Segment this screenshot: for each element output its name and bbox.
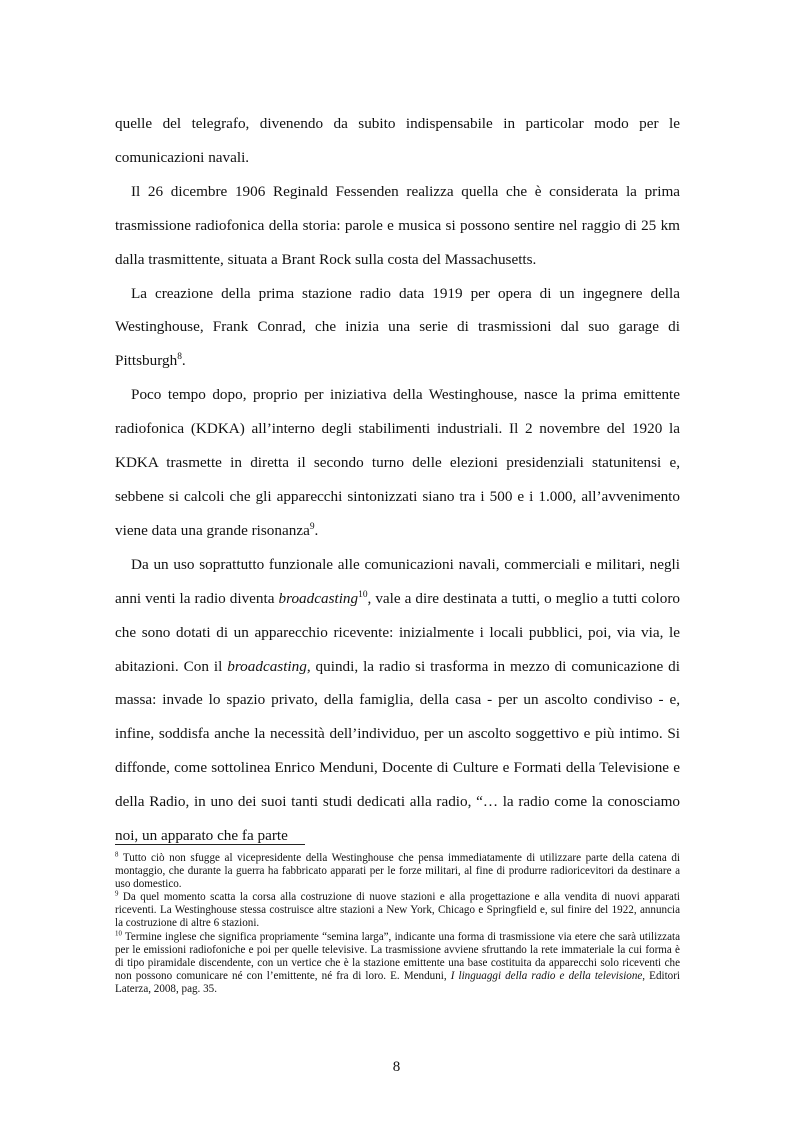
paragraph-4	[115, 378, 680, 548]
paragraph-1-text: quelle del telegrafo, divenendo da subito indispensabile in particolar modo per le comunicazioni navali.	[115, 115, 680, 166]
footnote-10	[115, 931, 680, 996]
footnote-text: Tutto ciò non sfugge al vicepresidente della Westinghouse che pensa immediatamente di utilizzare parte della catena di montaggio, che durante la guerra ha fabbricato apparati per le forze militari, al fine di produrre radioricevitori da destinare a uso domestico.	[115, 852, 680, 891]
paragraph-3-text: La creazione della prima stazione radio data 1919 per opera di un ingegnere della Westinghouse, Frank Conrad, che inizia una serie di trasmissioni dal suo garage di Pittsburgh	[115, 284, 680, 370]
term-broadcasting-2: broadcasting	[227, 657, 307, 675]
paragraph-4-text: Poco tempo dopo, proprio per iniziativa della Westinghouse, nasce la prima emittente radiofonica (KDKA) all’interno degli stabilimenti industriali. Il 2 novembre del 1920 la KDKA trasmette in diretta il secondo turno delle elezioni presidenziali statunitensi e, sebbene si calcoli che gli apparecchi sintonizzati siano tra i 500 e i 1.000, all’avvenimento viene data una grande risonanza	[115, 386, 680, 539]
footnotes	[115, 852, 680, 996]
footnote-text: Termine inglese che significa propriamente “semina larga”, indicante una forma di trasmissione via etere che sarà utilizzata per le emissioni radiofoniche e poi per quelle televisive. La trasmissione avviene sfruttando la rete immateriale la cui forma è di tipo piramidale discendente, con un vertice che è la stazione emittente una base costituita da apparecchi solo riceventi che non possono comunicare né con l’emittente, né fra di loro. E. Menduni,	[115, 930, 680, 982]
footnote-citation-end: , Editori Laterza, 2008, pag. 35.	[115, 969, 680, 995]
paragraph-2	[115, 175, 680, 277]
main-text	[115, 107, 680, 853]
footnote-number: 10	[115, 929, 122, 937]
footnote-ref-10[interactable]: 10	[358, 589, 368, 600]
footnote-separator	[115, 844, 305, 845]
footnote-text: Da quel momento scatta la corsa alla costruzione di nuove stazioni e alla progettazione e alla vendita di nuovi apparati riceventi. La Westinghouse stessa costruisce altre stazioni a New York, Chicago e Springfield e, sul finire del 1922, annuncia la costruzione di altre 6 stazioni.	[115, 891, 680, 930]
footnote-8	[115, 852, 680, 891]
paragraph-3-end: .	[181, 352, 186, 370]
paragraph-1	[115, 107, 680, 175]
paragraph-5	[115, 548, 680, 853]
footnote-number: 8	[115, 851, 119, 859]
paragraph-2-text: Il 26 dicembre 1906 Reginald Fessenden realizza quella che è considerata la prima trasmissione radiofonica della storia: parole e musica si possono sentire nel raggio di 25 km dalla trasmittente, situata a Brant Rock sulla costa del Massachusetts.	[115, 182, 680, 268]
paragraph-5-text-a: Da un uso soprattutto funzionale alle comunicazioni navali, commerciali e militari, negli anni venti la radio diventa	[115, 555, 680, 607]
paragraph-5-text-c: , quindi, la radio si trasforma in mezzo di comunicazione di massa: invade lo spazio privato, della famiglia, della casa - per un ascolto condiviso - e, infine, soddisfa anche la necessità dell’individuo, per un ascolto soggettivo e più intimo. Si diffonde, come sottolinea Enrico Menduni, Docente di Culture e Formati della Televisione e della Radio, in uno dei suoi tanti studi dedicati alla radio, “… la radio come la conosciamo noi, un apparato che fa parte	[115, 657, 680, 845]
footnote-ref-9[interactable]: 9	[309, 521, 315, 532]
paragraph-3	[115, 277, 680, 379]
footnote-ref-8[interactable]: 8	[177, 352, 182, 363]
term-broadcasting: broadcasting	[278, 589, 359, 607]
footnote-number: 9	[115, 890, 119, 898]
book-title: I linguaggi della radio e della televisione	[450, 969, 643, 982]
page-number: 8	[392, 1059, 401, 1075]
paragraph-5-text-b: , vale a dire destinata a tutti, o meglio a tutti coloro che sono dotati di un apparecchio ricevente: inizialmente i locali pubblici, poi, via via, le abitazioni. Con il	[115, 589, 680, 675]
footnote-9	[115, 891, 680, 930]
paragraph-4-end: .	[314, 521, 319, 539]
